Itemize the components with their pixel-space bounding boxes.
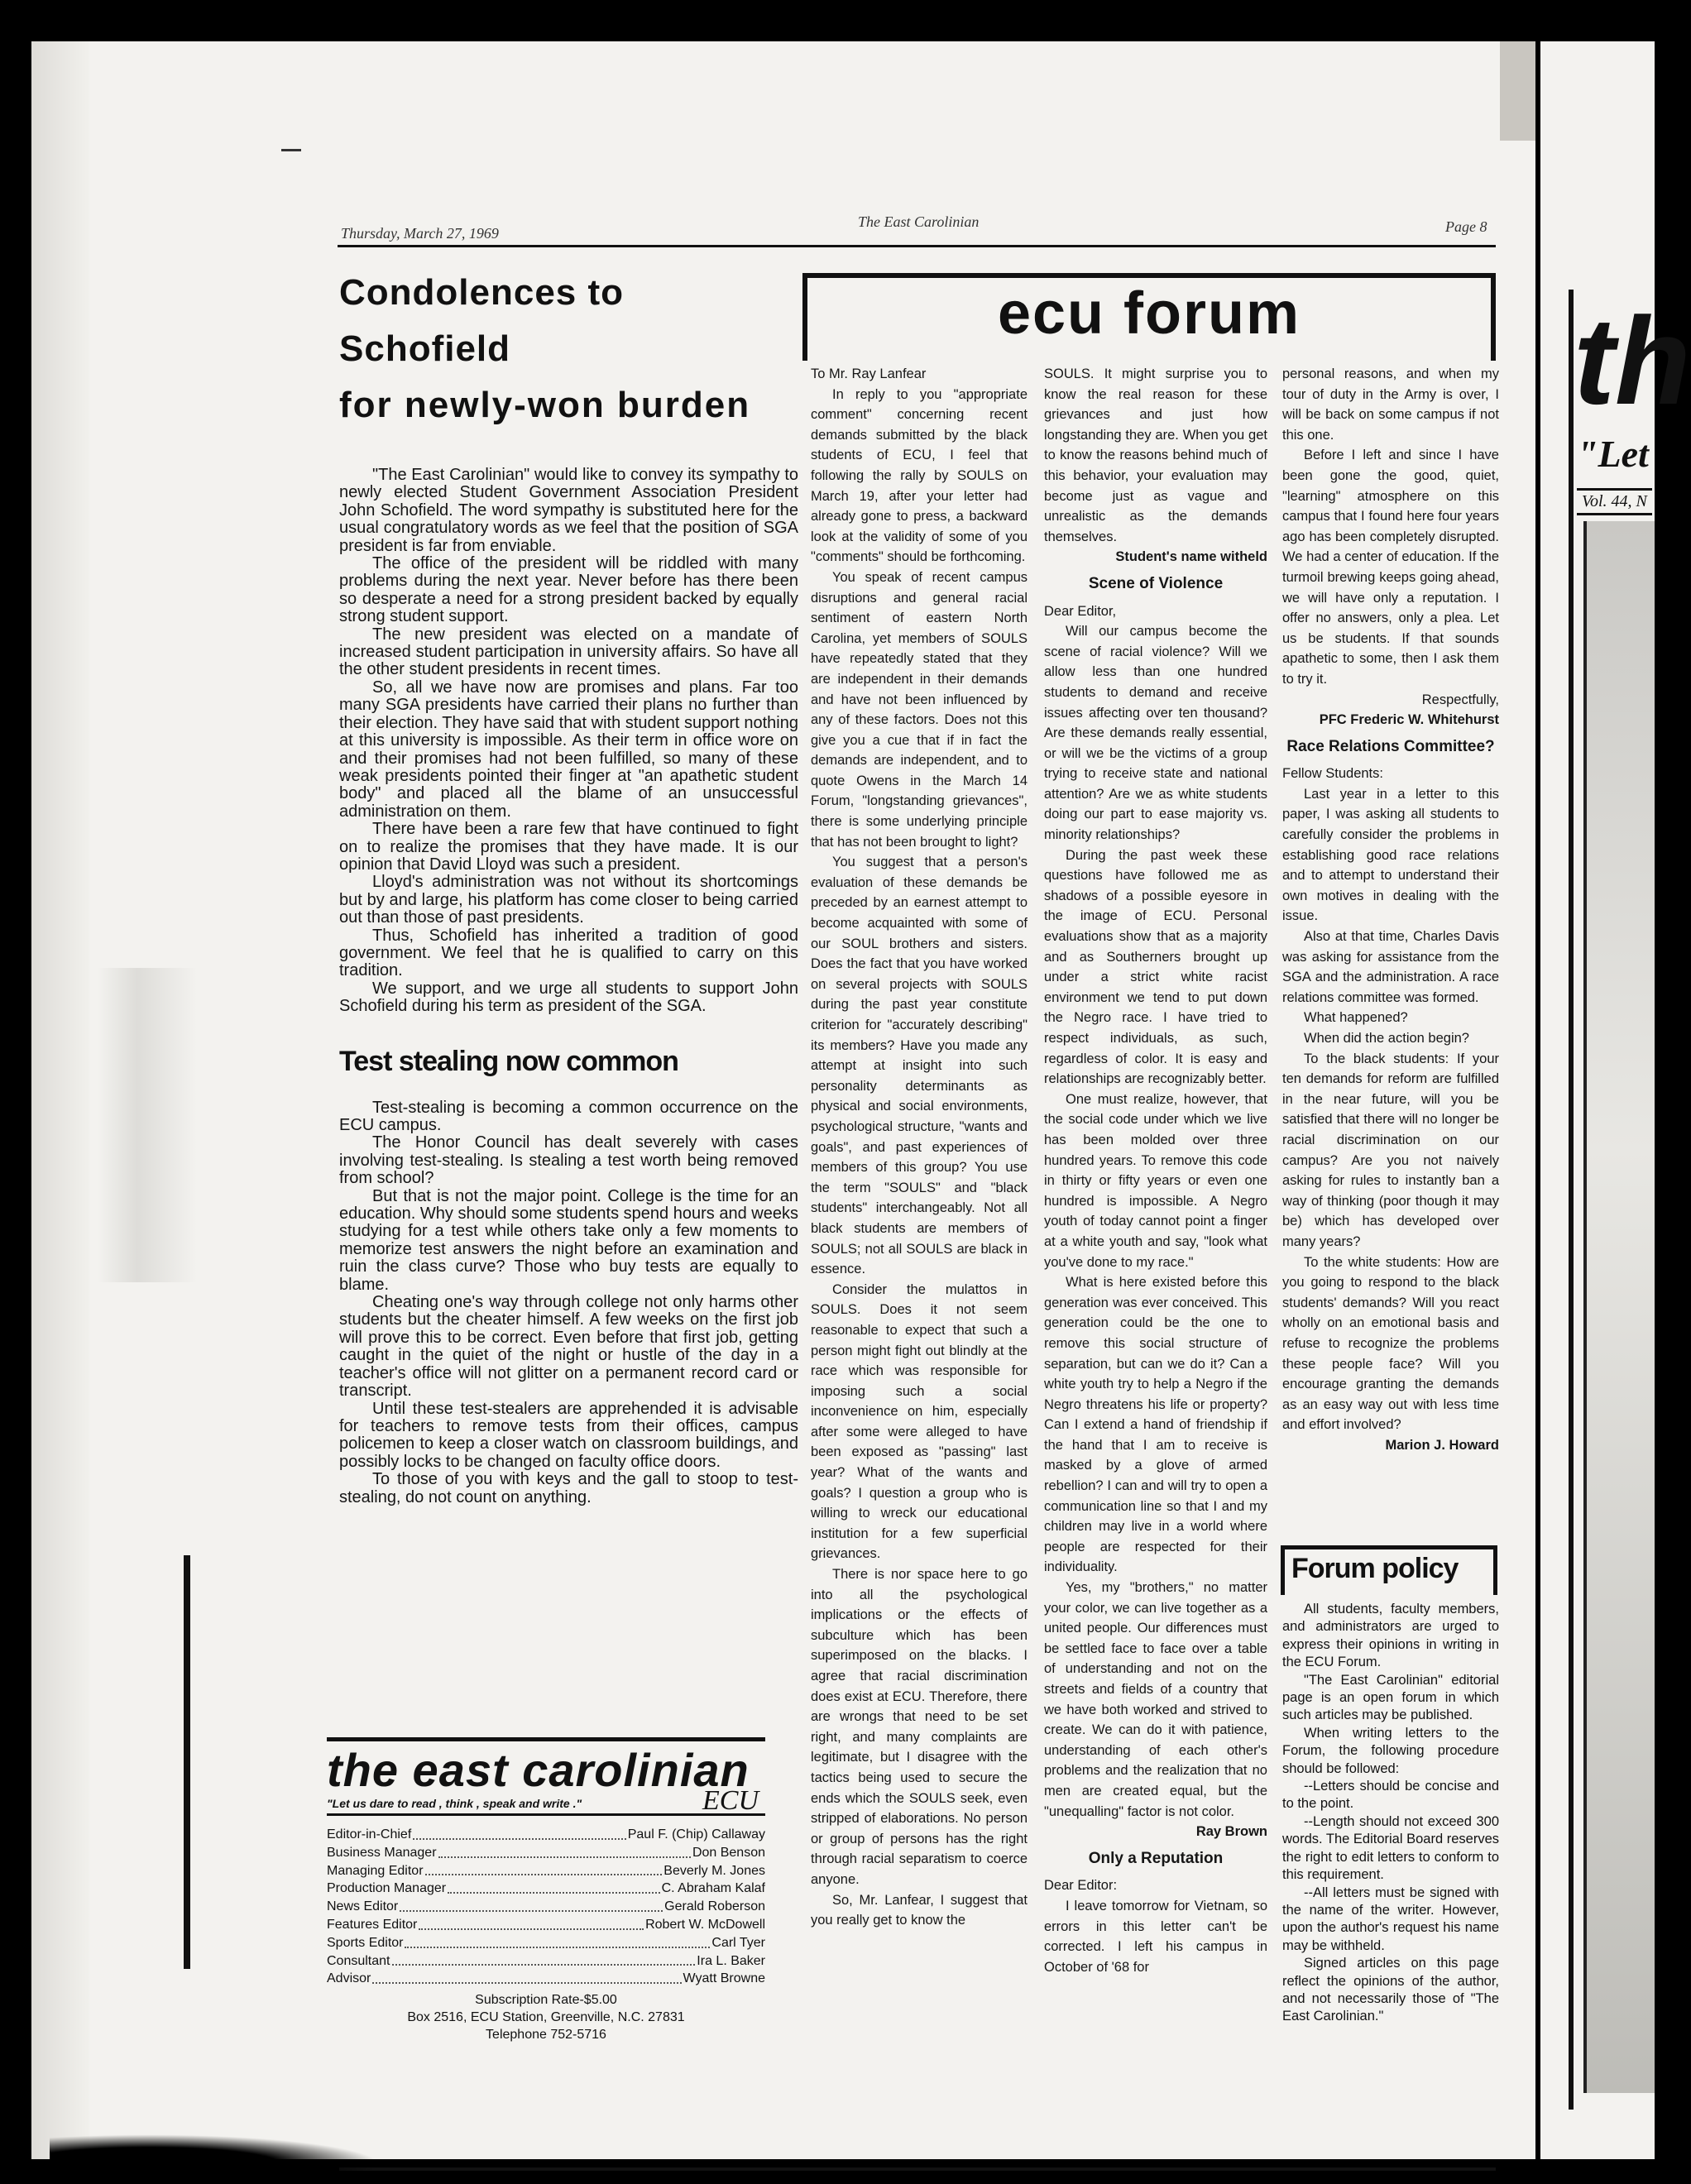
editorial-column — [339, 265, 798, 1506]
paragraph: To the black students: If your ten demands for reform are fulfilled in the near future, will you be satisfied that there will no longer be racial discrimination on our campus? Are you not naively asking for rules to instantly ban a way of thinking (poor though it may be) which has developed over many years? — [1282, 1051, 1499, 1249]
staff-name: Ira L. Baker — [697, 1953, 765, 1968]
staff-list — [327, 1826, 765, 1988]
paragraph: When did the action begin? — [1304, 1031, 1469, 1046]
paragraph: One must realize, however, that the social code under which we live has been molded over three hundred years. To remove this code in thirty or fifty years or even one hundred is impossible. A Negro youth of today cannot point a finger at a white youth and say, "look what you've done to my race." — [1044, 1091, 1267, 1270]
masthead-logo: the east carolinian — [327, 1744, 750, 1796]
issue-date: Thursday, March 27, 1969 — [341, 225, 499, 242]
staff-name: C. Abraham Kalaf — [661, 1881, 765, 1896]
staff-name: Wyatt Browne — [683, 1971, 765, 1986]
staff-row — [327, 1934, 765, 1952]
letter-salutation: To Mr. Ray Lanfear — [811, 366, 927, 381]
paragraph: Yes, my "brothers," no matter your color, we can live together as a united people. Our differences must be settled face to face over a table of understanding and not on the streets and fields of a country that we have both worked and strived to create. We can do it with patience, understanding of each other's problems and the realization that no men are created equal, but the "unequalling" factor is not color. — [1044, 1580, 1267, 1819]
letter-salutation: Dear Editor: — [1044, 1878, 1118, 1894]
staff-row — [327, 1844, 765, 1862]
bottom-rule — [339, 2167, 1496, 2171]
editorial-body — [339, 467, 798, 1016]
staff-row — [327, 1952, 765, 1971]
leader-dots — [438, 1844, 691, 1858]
staff-role: Features Editor — [327, 1917, 418, 1932]
staff-name: Gerald Roberson — [664, 1899, 765, 1914]
stray-mark — [281, 149, 301, 151]
paragraph: In reply to you "appropriate comment" concerning recent demands submitted by the black students of ECU, I feel that following the rally by SOULS on March 19, after your letter had already gone to press, a backward look at the validity of some of you "comments" should be forthcoming. — [811, 386, 1028, 565]
editorial-title-line2: for newly-won burden — [339, 385, 751, 425]
paragraph: Last year in a letter to this paper, I was asking all students to carefully consider the problems in establishing good race relations and to attempt to understand their own motives in dealing with the issue. — [1282, 786, 1499, 924]
paragraph: We support, and we urge all students to support John Schofield during his term as president of the SGA. — [339, 979, 798, 1016]
letter-closing: Respectfully, — [1421, 692, 1499, 707]
letter-salutation: Dear Editor, — [1044, 603, 1117, 619]
leader-dots — [448, 1880, 660, 1894]
paragraph: What happened? — [1304, 1010, 1408, 1026]
staff-row — [327, 1862, 765, 1880]
leader-dots — [392, 1952, 696, 1966]
staff-role: Managing Editor — [327, 1863, 424, 1878]
leader-dots — [405, 1934, 710, 1948]
letter-salutation: Fellow Students: — [1282, 766, 1383, 782]
paragraph: --Letters should be concise and to the point. — [1282, 1779, 1499, 1812]
staff-role: Sports Editor — [327, 1935, 404, 1950]
masthead-rule — [327, 1813, 765, 1816]
tape-strip — [1500, 41, 1535, 141]
masthead-motto: "Let us dare to read , think , speak and write ." — [327, 1797, 582, 1810]
adjacent-motto-fragment: "Let — [1577, 433, 1649, 475]
margin-bar — [184, 1555, 190, 1969]
scan-smudge — [50, 2134, 381, 2184]
ecu-mark: ECU — [702, 1785, 759, 1816]
forum-title: ecu forum — [997, 280, 1301, 347]
staff-row — [327, 1970, 765, 1988]
staff-role: Production Manager — [327, 1881, 447, 1896]
forum-title-box — [802, 273, 1496, 361]
subscription-rate: Subscription Rate-$5.00 — [475, 1993, 617, 2008]
paragraph: Lloyd's administration was not without its shortcomings but by and large, his platform has come closer to being carried out than those of past presidents. — [339, 873, 798, 927]
staff-name: Robert W. McDowell — [645, 1917, 765, 1932]
masthead-top-rule — [327, 1737, 765, 1741]
paragraph: "The East Carolinian" editorial page is an open forum in which such articles may be published. — [1282, 1672, 1499, 1723]
masthead — [327, 1737, 765, 2043]
paragraph: personal reasons, and when my tour of duty in the Army is over, I will be back on some campus if not this one. — [1282, 366, 1499, 443]
letter-signature: Ray Brown — [1195, 1824, 1267, 1840]
test-stealing-body — [339, 1099, 798, 1506]
staff-role: Consultant — [327, 1953, 390, 1968]
paragraph: The Honor Council has dealt severely with cases involving test-stealing. Is stealing a test worth being removed from school? — [339, 1133, 798, 1188]
staff-row — [327, 1898, 765, 1916]
paragraph: Signed articles on this page reflect the opinions of the author, and not necessarily those of "The East Carolinian." — [1282, 1956, 1499, 2024]
paragraph: Will our campus become the scene of racial violence? Will we allow less than one hundred students to demand and receive issues affecting over ten thousand? Are these demands really essential, or will we be the victims of a group trying to receive state and national attention? Are we as white students doing our part to ease majority vs. minority relationships? — [1044, 624, 1267, 843]
paragraph: You suggest that a person's evaluation of these demands be preceded by an earnest attempt to become acquainted with some of our SOUL brothers and sisters. Does the fact that you have worked on several projects with SOULS during the past year constitute criterion for "accurately describing" its members? Have you made any attempt at insight into such personality determinants as physical and social environments, psychological structure, "wants and goals", and past experiences of members of this group? You use the term "SOULS" and "black students" interchangeably. Not all black students are members of SOULS; not all SOULS are black in essence. — [811, 855, 1028, 1277]
paragraph: So, Mr. Lanfear, I suggest that you really get to know the — [811, 1892, 1028, 1928]
adjacent-masthead-fragment: th — [1574, 291, 1691, 430]
paragraph: You speak of recent campus disruptions and general racial sentiment of eastern North Carolina, yet members of SOULS have repeatedly stated that they are independent in their demands and have not been influenced by any of these factors. Does not this give you a cue that if in fact the demands are independent, and to quote Owens in the March 14 Forum, "longstanding grievances", there is some underlying principle that has not been brought to light? — [811, 569, 1028, 850]
paragraph: When writing letters to the Forum, the following procedure should be followed: — [1282, 1725, 1499, 1776]
paragraph: --Length should not exceed 300 words. The Editorial Board reserves the right to edit letters to conform to this requirement. — [1282, 1813, 1499, 1883]
paragraph: To those of you with keys and the gall to stoop to test-stealing, do not count on anything. — [339, 1470, 798, 1506]
paper-name: The East Carolinian — [858, 213, 980, 230]
adjacent-photo — [1583, 521, 1655, 2093]
paragraph: The new president was elected on a mandate of increased student participation in university affairs. So have all the other student presidents in recent times. — [339, 625, 798, 679]
paragraph: So, all we have now are promises and plans. Far too many SGA presidents have carried their plans no further than their election. They have said that with student support nothing at this university is impossible. As their term in office wore on and their promises had not been fulfilled, so many of these weak presidents pointed their finger at "an apathetic student body" and placed all the blame of an unsuccessful administration on them. — [339, 678, 798, 821]
adjacent-rule — [1569, 290, 1574, 2110]
forum-policy-body — [1282, 1601, 1499, 2026]
paragraph: To the white students: How are you going to respond to the black students' demands? Will you react wholly on an emotional basis and refuse to recognize the problems these people face? Will you encourage granting the demands as an easy way out with less time and effort involved? — [1282, 1254, 1499, 1433]
telephone: Telephone 752-5716 — [486, 2028, 606, 2043]
letter-heading: Race Relations Committee? — [1286, 737, 1495, 755]
forum-policy-title: Forum policy — [1291, 1553, 1459, 1584]
paragraph: I leave tomorrow for Vietnam, so errors in this letter can't be corrected. I left his campus in October of '68 for — [1044, 1898, 1267, 1975]
forum-policy-box — [1281, 1545, 1497, 1595]
letter-heading: Only a Reputation — [1088, 1849, 1224, 1867]
paragraph: SOULS. It might surprise you to know the real reason for these grievances and just how longstanding they are. When you get to know the reasons behind much of this behavior, your evaluation may become just as vague and unrealistic as the demands themselves. — [1044, 366, 1267, 544]
letter-signature: PFC Frederic W. Whitehurst — [1319, 712, 1499, 728]
paragraph: Test-stealing is becoming a common occurrence on the ECU campus. — [339, 1098, 798, 1134]
paragraph: Thus, Schofield has inherited a tradition of good government. We feel that he is qualified to carry on this tradition. — [339, 926, 798, 980]
paragraph: The office of the president will be riddled with many problems during the next year. Never before has there been so desperate a need for a strong president backed by equally strong student support. — [339, 554, 798, 626]
test-stealing-title: Test stealing now common — [339, 1045, 678, 1077]
page-fold-shadow — [31, 41, 89, 2159]
adjacent-volume-fragment: Vol. 44, N — [1577, 488, 1652, 515]
letter-heading: Scene of Violence — [1088, 574, 1224, 592]
letter-signature: Student's name witheld — [1115, 549, 1267, 565]
header-rule — [338, 245, 1496, 247]
leader-dots — [372, 1970, 681, 1984]
staff-name: Beverly M. Jones — [663, 1863, 765, 1878]
paragraph: Before I left and since I have been gone the good, quiet, "learning" atmosphere on this campus that I found here four years ago has been completely disrupted. We had a center of education. If the turmoil brewing keeps going ahead, we will have only a reputation. I offer no answers, only a plea. Let us be students. If that sounds apathetic to some, then I ask them to try it. — [1282, 448, 1499, 687]
editorial-title-line1: Condolences to Schofield — [339, 272, 625, 369]
adjacent-page — [1540, 41, 1691, 2159]
paragraph: "The East Carolinian" would like to convey its sympathy to newly elected Student Government Association President John Schofield. The word sympathy is substituted here for the usual congratulatory words as we feel that the position of SGA president is far from enviable. — [339, 466, 798, 555]
paragraph: All students, faculty members, and administrators are urged to express their opinions in writing in the ECU Forum. — [1282, 1602, 1499, 1670]
staff-row — [327, 1916, 765, 1934]
staff-row — [327, 1880, 765, 1898]
leader-dots — [419, 1916, 644, 1930]
mailing-address: Box 2516, ECU Station, Greenville, N.C. 27831 — [407, 2010, 685, 2025]
forum-column-2 — [1044, 364, 1267, 1977]
forum-column-3 — [1282, 364, 1499, 1455]
staff-role: Editor-in-Chief — [327, 1827, 412, 1842]
staff-role: Business Manager — [327, 1845, 437, 1860]
paragraph: Until these test-stealers are apprehended it is advisable for teachers to remove tests from their offices, campus policemen to keep a closer watch on classroom buildings, and possibly locks to be changed on faculty office doors. — [339, 1399, 798, 1471]
paragraph: --All letters must be signed with the name of the writer. However, upon the author's request his name may be withheld. — [1282, 1885, 1499, 1953]
editorial-title — [339, 265, 798, 433]
paragraph: What is here existed before this generation was ever conceived. This generation could be the one to remove this social structure of separation, but can we do it? Can a white youth try to help a Negro if the Negro threatens his life or property? Can I extend a hand of friendship if the hand that I am to receive is masked by a glove of armed rebellion? I can and will try to open a communication line so that I and my children may live in a world where people are respected for their individuality. — [1044, 1275, 1267, 1575]
paragraph: Consider the mulattos in SOULS. Does it not seem reasonable to expect that such a person might fight out blindly at the race which was responsible for imposing such a social inconvenience on him, especially after some were alleged to have been exposed as "passing" last year? What of the wants and goals? I question a group who is willing to wreck our educational institution for a few superficial grievances. — [811, 1281, 1028, 1562]
paragraph: There is nor space here to go into all the psychological implications or the effects of subculture which has been superimposed on the blacks. I agree that racial discrimination does exist at ECU. Therefore, there are wrongs that need to be set right, and many complaints are legitimate, but I disagree with the tactics being used to secure the ends which the SOULS seek, even stripped of elaborations. No person or group of persons has the right through racial separatism to coerce anyone. — [811, 1567, 1028, 1887]
staff-name: Don Benson — [692, 1845, 765, 1860]
subscription-info — [327, 1991, 765, 2043]
letter-signature: Marion J. Howard — [1385, 1437, 1499, 1453]
paragraph: During the past week these questions have followed me as shadows of a possible eyesore in the image of ECU. Personal evaluations show that as a majority and as Southerners brought up under a strict white racist environment we tend to put down the Negro race. I have tried to respect individuals, as such, regardless of color. It is easy and relationships are recognizably better. — [1044, 847, 1267, 1087]
bleed-through-mark — [98, 968, 197, 1282]
staff-name: Paul F. (Chip) Callaway — [627, 1827, 765, 1842]
leader-dots — [425, 1862, 663, 1876]
paragraph: Cheating one's way through college not only harms other students but the cheater himself. A few weeks on the first job will prove this to be correct. Even before that first job, getting caught in the quiet of the night or hustle of the day in a teacher's office will not glitter on a permanent record card or transcript. — [339, 1293, 798, 1401]
staff-name: Carl Tyer — [711, 1935, 765, 1950]
paragraph: But that is not the major point. College is the time for an education. Why should some students spend hours and weeks studying for a test while others take only a few moments to memorize test answers the night before an examination and ruin the class curve? Those who buy tests are equally to blame. — [339, 1186, 798, 1294]
leader-dots — [400, 1898, 663, 1912]
leader-dots — [413, 1826, 625, 1840]
staff-role: News Editor — [327, 1899, 399, 1914]
staff-row — [327, 1826, 765, 1844]
forum-column-1 — [811, 364, 1028, 1931]
paragraph: Also at that time, Charles Davis was asking for assistance from the SGA and the administration. A race relations committee was formed. — [1282, 929, 1499, 1005]
staff-role: Advisor — [327, 1971, 371, 1986]
page-number: Page 8 — [1445, 218, 1487, 235]
paragraph: There have been a rare few that have continued to fight on to realize the promises that they have made. It is our opinion that David Lloyd was such a president. — [339, 820, 798, 874]
